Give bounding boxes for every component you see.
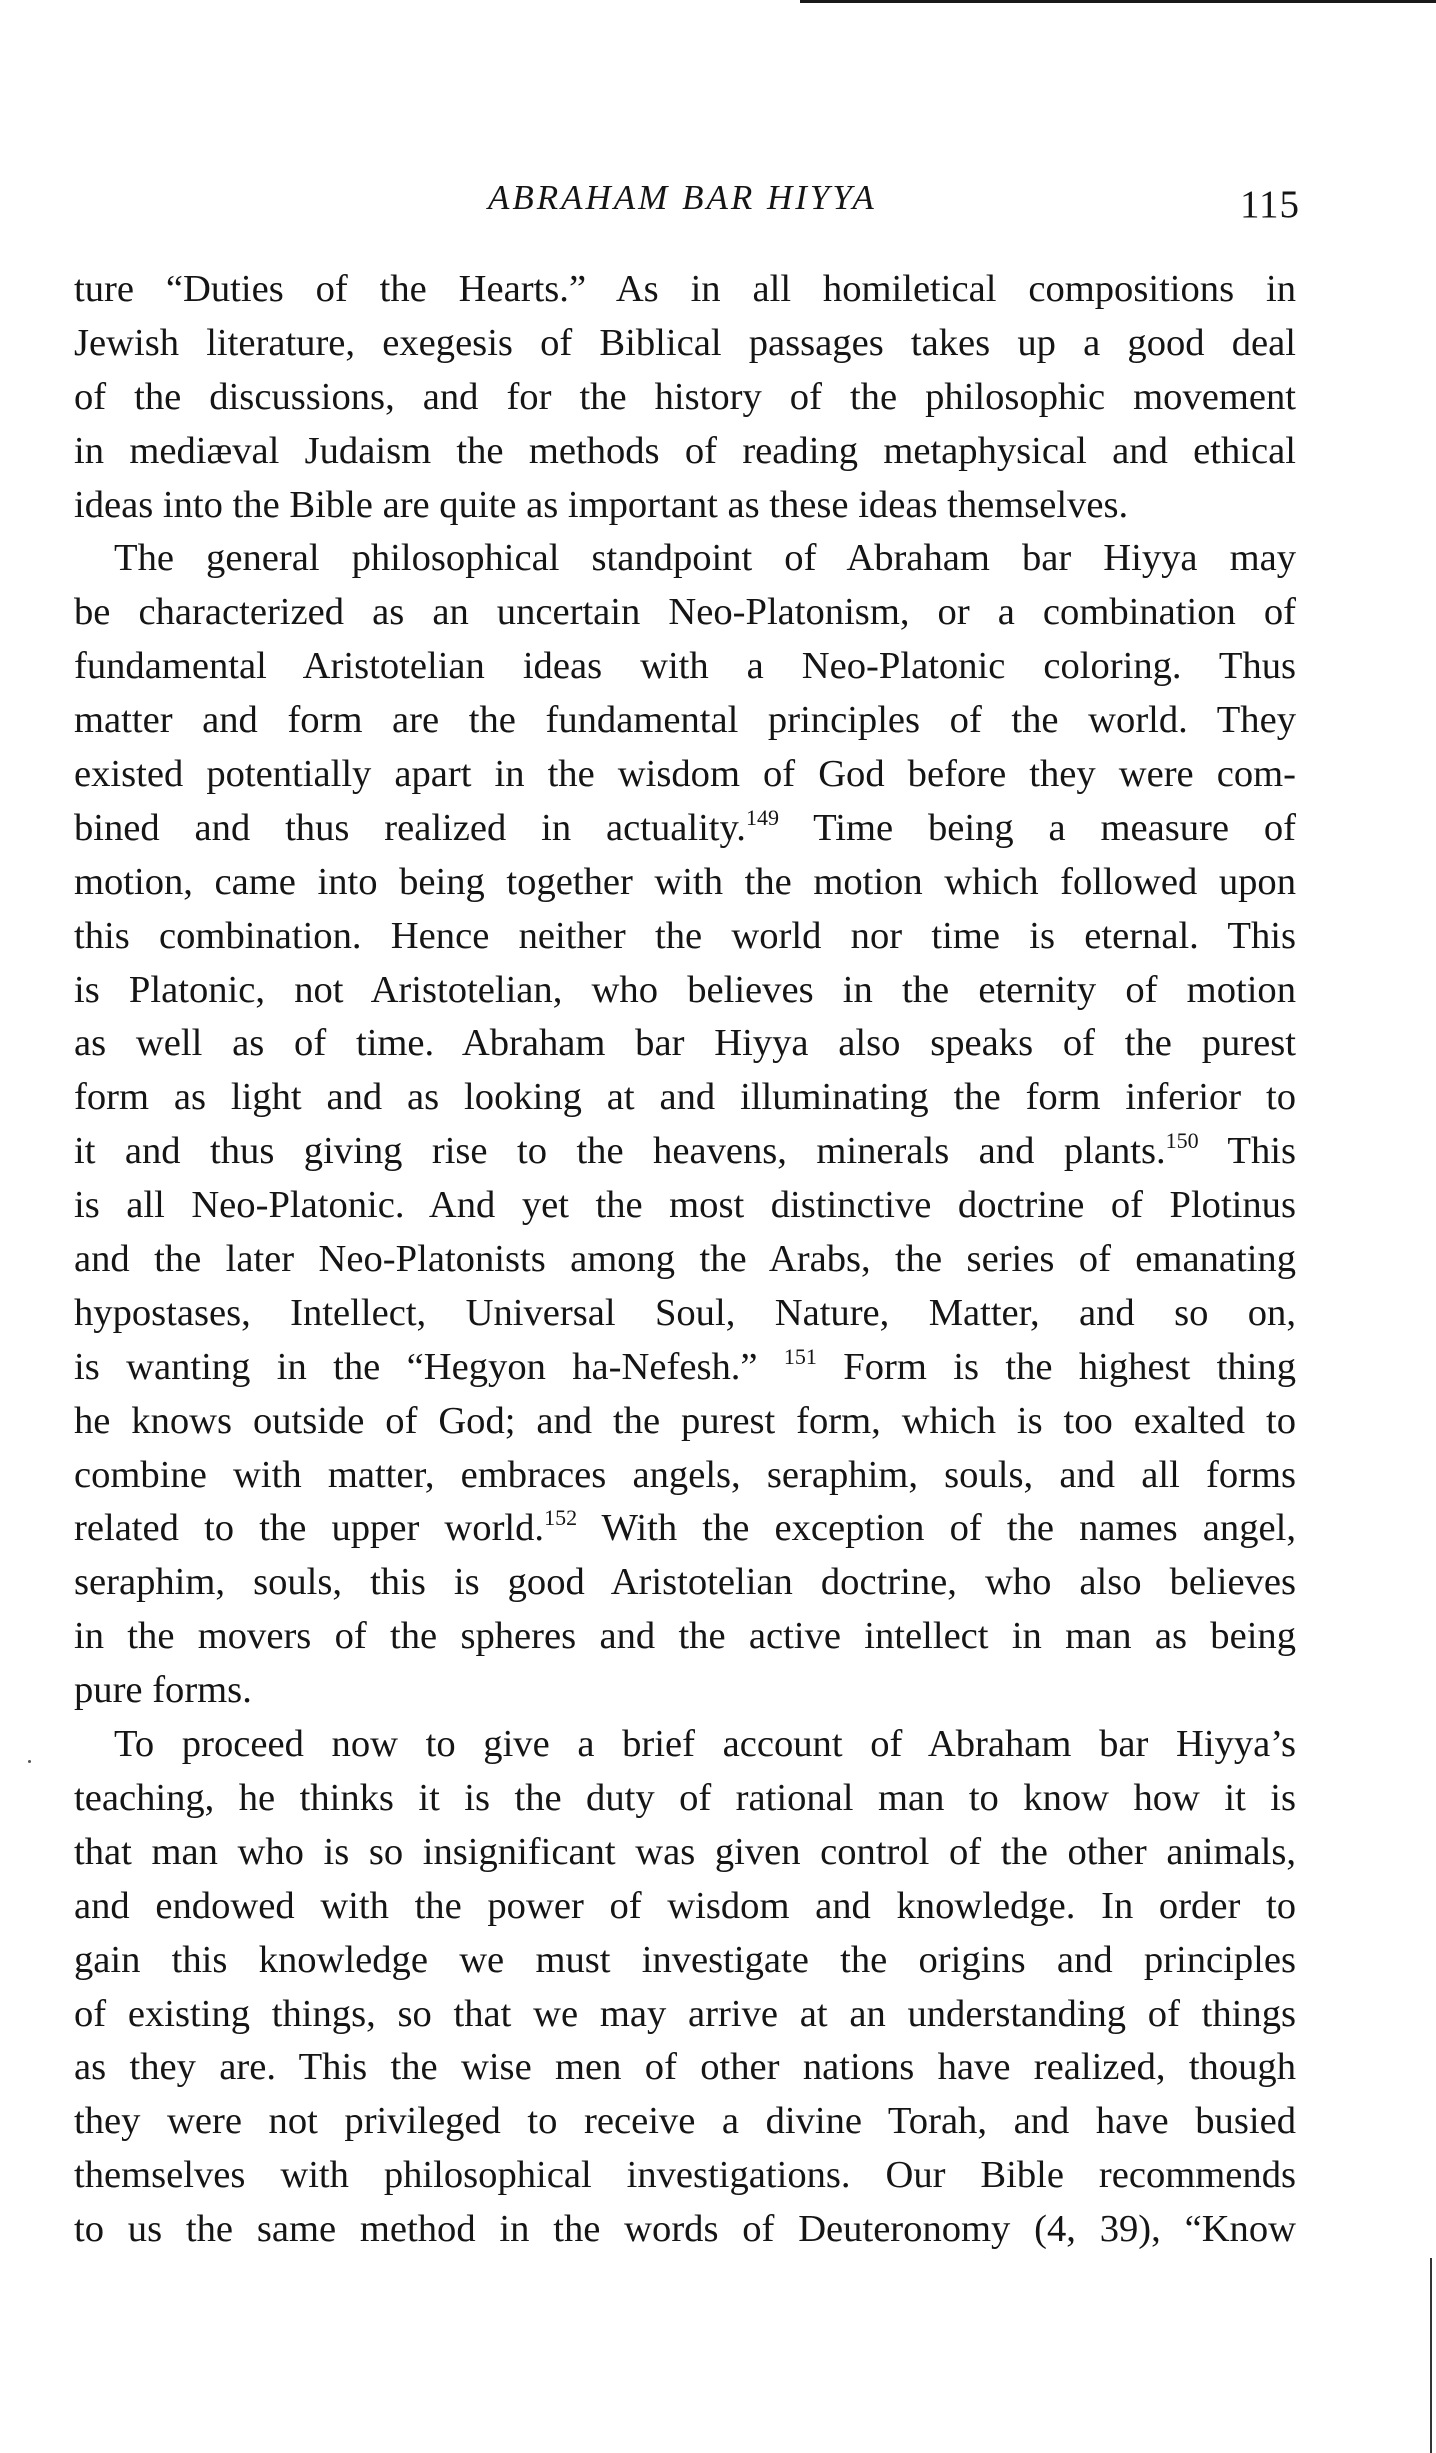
text-line xyxy=(74,317,1296,371)
text-line-content: in mediæval Judaism the methods of reading metaphysical and ethical xyxy=(74,429,1296,472)
text-line xyxy=(74,263,1296,317)
text-line xyxy=(74,1287,1296,1341)
text-line xyxy=(74,1556,1296,1610)
text-line-content: be characterized as an uncertain Neo-Platonism, or a combination of xyxy=(74,591,1296,634)
text-line xyxy=(74,425,1296,479)
text-line-content: this combination. Hence neither the world nor time is eternal. This xyxy=(74,914,1296,957)
text-line xyxy=(74,694,1296,748)
text-line-content: is all Neo-Platonic. And yet the most distinctive doctrine of Plotinus xyxy=(74,1184,1296,1227)
text-line-content: of the discussions, and for the history of the philosophic movement xyxy=(74,375,1296,418)
text-line xyxy=(74,1395,1296,1449)
right-edge-mark xyxy=(1430,2258,1432,2453)
text-line xyxy=(74,371,1296,425)
text-line xyxy=(74,1449,1296,1503)
text-line xyxy=(74,1125,1296,1179)
text-line xyxy=(74,479,1296,533)
text-line-content: form as light and as looking at and illuminating the form inferior to xyxy=(74,1076,1296,1119)
page-number: 115 xyxy=(1239,183,1300,226)
text-line xyxy=(74,748,1296,802)
text-line-continuation: Time being a measure of xyxy=(778,806,1296,849)
text-line-content: Jewish literature, exegesis of Biblical passages takes up a good deal xyxy=(74,321,1296,364)
text-line-content: ideas into the Bible are quite as important as these ideas themselves. xyxy=(74,483,1129,526)
text-line xyxy=(74,1880,1296,1934)
text-line-content: To proceed now to give a brief account of Abraham bar Hiyya’s xyxy=(114,1723,1296,1766)
text-line-content: to us the same method in the words of Deuteronomy (4, 39), “Know xyxy=(74,2208,1296,2251)
text-line xyxy=(74,1772,1296,1826)
body-text xyxy=(74,263,1296,2257)
text-line-content: related to the upper world. xyxy=(74,1507,545,1550)
text-line xyxy=(74,1502,1296,1556)
footnote-ref: 150 xyxy=(1165,1128,1199,1154)
text-line xyxy=(74,2095,1296,2149)
text-line xyxy=(74,1718,1296,1772)
text-line xyxy=(74,964,1296,1018)
text-line xyxy=(74,1610,1296,1664)
text-line-content: teaching, he thinks it is the duty of rational man to know how it is xyxy=(74,1776,1296,1819)
text-line-continuation: This xyxy=(1198,1130,1296,1173)
top-edge-rule xyxy=(800,0,1436,3)
footnote-ref: 151 xyxy=(783,1343,817,1369)
text-line-content: seraphim, souls, this is good Aristotelian doctrine, who also believes xyxy=(74,1561,1296,1604)
text-line-content: ture “Duties of the Hearts.” As in all homiletical compositions in xyxy=(74,268,1296,310)
text-line-content: and the later Neo-Platonists among the Arabs, the series of emanating xyxy=(74,1238,1296,1281)
text-line xyxy=(74,1934,1296,1988)
text-line xyxy=(74,2203,1296,2257)
text-line-content: themselves with philosophical investigations. Our Bible recommends xyxy=(74,2154,1296,2197)
text-line-content: he knows outside of God; and the purest form, which is too exalted to xyxy=(74,1399,1296,1442)
text-line-content: is wanting in the “Hegyon ha-Nefesh.” xyxy=(74,1345,784,1388)
text-line-content: is Platonic, not Aristotelian, who believes in the eternity of motion xyxy=(74,968,1296,1011)
text-line xyxy=(74,1341,1296,1395)
text-line xyxy=(74,2149,1296,2203)
text-line-content: hypostases, Intellect, Universal Soul, Nature, Matter, and so on, xyxy=(74,1291,1296,1334)
text-line-content: and endowed with the power of wisdom and knowledge. In order to xyxy=(74,1884,1296,1927)
text-line-continuation: Form is the highest thing xyxy=(816,1345,1296,1388)
footnote-ref: 149 xyxy=(745,804,779,830)
text-line-content: gain this knowledge we must investigate the origins and principles xyxy=(74,1938,1296,1981)
text-line-content: they were not privileged to receive a divine Torah, and have busied xyxy=(74,2100,1296,2143)
text-line-content: in the movers of the spheres and the active intellect in man as being xyxy=(74,1615,1296,1658)
text-line-content: existed potentially apart in the wisdom of God before they were com- xyxy=(74,753,1296,796)
text-line-content: The general philosophical standpoint of Abraham bar Hiyya may xyxy=(114,537,1296,580)
text-line-content: as well as of time. Abraham bar Hiyya also speaks of the purest xyxy=(74,1022,1296,1065)
text-line xyxy=(74,532,1296,586)
text-line xyxy=(74,1988,1296,2042)
text-line-content: that man who is so insignificant was given control of the other animals, xyxy=(74,1830,1296,1873)
text-line xyxy=(74,586,1296,640)
text-line xyxy=(74,1664,1296,1718)
footnote-ref: 152 xyxy=(544,1505,578,1531)
text-line xyxy=(74,1233,1296,1287)
text-line xyxy=(74,1071,1296,1125)
text-line xyxy=(74,1826,1296,1880)
text-line xyxy=(74,1017,1296,1071)
text-line-continuation: With the exception of the names angel, xyxy=(577,1507,1296,1550)
text-line-content: combine with matter, embraces angels, seraphim, souls, and all forms xyxy=(74,1453,1296,1496)
text-line xyxy=(74,1179,1296,1233)
text-line-content: fundamental Aristotelian ideas with a Neo-Platonic coloring. Thus xyxy=(74,645,1296,688)
text-line xyxy=(74,802,1296,856)
text-line xyxy=(74,856,1296,910)
text-line-content: as they are. This the wise men of other nations have realized, though xyxy=(74,2046,1296,2089)
text-line-content: it and thus giving rise to the heavens, minerals and plants. xyxy=(74,1130,1166,1173)
running-title: ABRAHAM BAR HIYYA xyxy=(488,178,877,217)
text-line-content: bined and thus realized in actuality. xyxy=(74,806,746,849)
text-line xyxy=(74,640,1296,694)
text-line xyxy=(74,2041,1296,2095)
text-line-content: motion, came into being together with the motion which followed upon xyxy=(74,860,1296,903)
text-line-content: pure forms. xyxy=(74,1669,252,1712)
text-line xyxy=(74,910,1296,964)
text-line-content: of existing things, so that we may arrive at an understanding of things xyxy=(74,1992,1296,2035)
margin-speck xyxy=(28,1760,31,1763)
running-head xyxy=(70,178,1300,238)
text-line-content: matter and form are the fundamental principles of the world. They xyxy=(74,699,1296,742)
